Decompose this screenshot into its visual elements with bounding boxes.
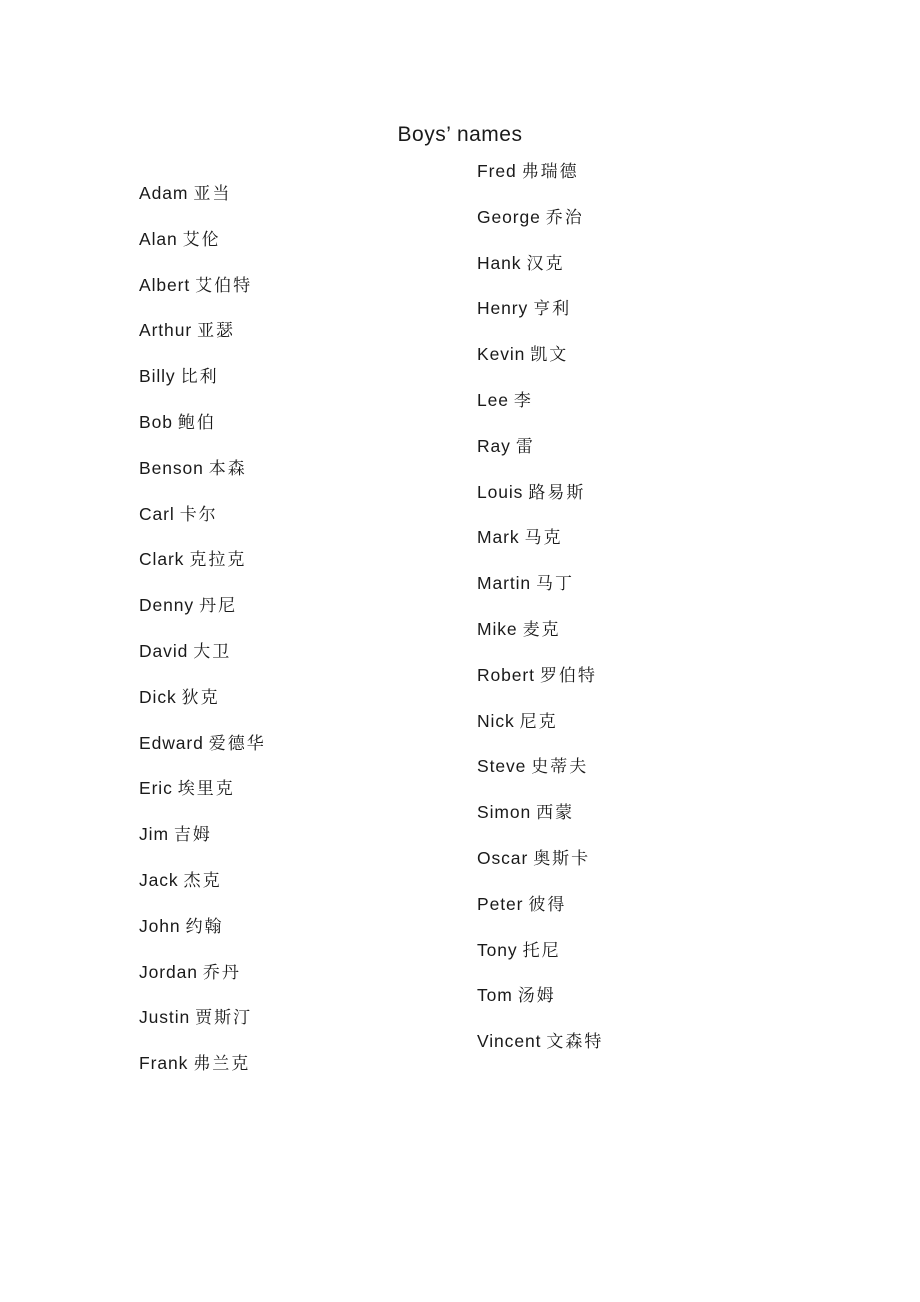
name-entry (139, 868, 266, 914)
chinese-name: 约翰 (185, 916, 224, 937)
english-name: Simon (477, 802, 532, 823)
chinese-name: 本森 (208, 458, 247, 479)
chinese-name: 尼克 (519, 711, 558, 732)
name-entry (477, 800, 603, 846)
name-entry (477, 205, 603, 251)
chinese-name: 乔治 (545, 207, 584, 228)
name-entry (477, 846, 603, 892)
english-name: George (477, 206, 541, 227)
english-name: Fred (477, 161, 517, 181)
name-entry (139, 822, 266, 868)
english-name: David (139, 640, 189, 661)
name-entry (477, 296, 603, 342)
chinese-name: 贾斯汀 (195, 1008, 253, 1029)
english-name: Tom (477, 985, 513, 1006)
chinese-name: 杰克 (183, 870, 222, 891)
english-name: Alan (139, 228, 178, 249)
name-entry (477, 434, 603, 480)
chinese-name: 爱德华 (208, 733, 266, 754)
name-entry (139, 1051, 266, 1097)
chinese-name: 汉克 (526, 253, 565, 274)
chinese-name: 亚瑟 (197, 321, 236, 342)
english-name: Oscar (477, 847, 529, 868)
chinese-name: 雷 (515, 436, 535, 457)
english-name: Bob (139, 411, 173, 432)
left-name-column (139, 181, 266, 1097)
name-entry (477, 938, 603, 984)
english-name: Jack (139, 869, 179, 890)
chinese-name: 克拉克 (189, 550, 247, 571)
name-entry (477, 754, 603, 800)
english-name: Kevin (477, 344, 526, 365)
name-entry (477, 983, 603, 1029)
english-name: Dick (139, 686, 177, 707)
english-name: Henry (477, 298, 529, 319)
name-entry (477, 342, 603, 388)
name-entry (139, 227, 266, 273)
name-entry (477, 892, 603, 938)
page-title: Boys’ names (397, 123, 523, 146)
english-name: Peter (477, 893, 524, 914)
chinese-name: 艾伦 (182, 229, 221, 250)
english-name: Adam (139, 183, 189, 203)
english-name: Clark (139, 549, 185, 570)
chinese-name: 马丁 (536, 574, 575, 595)
english-name: Louis (477, 481, 524, 502)
english-name: Lee (477, 389, 509, 410)
name-entry (139, 318, 266, 364)
chinese-name: 狄克 (181, 687, 220, 708)
chinese-name: 比利 (180, 367, 219, 388)
english-name: Carl (139, 503, 175, 524)
english-name: Albert (139, 274, 191, 295)
chinese-name: 卡尔 (179, 504, 218, 525)
english-name: Ray (477, 435, 511, 456)
name-entry (139, 547, 266, 593)
english-name: Mike (477, 618, 518, 639)
name-entry (139, 914, 266, 960)
english-name: Steve (477, 756, 527, 777)
chinese-name: 鲍伯 (177, 412, 216, 433)
chinese-name: 亨利 (533, 299, 572, 320)
english-name: Martin (477, 573, 532, 594)
name-entry (139, 502, 266, 548)
name-entry (477, 709, 603, 755)
chinese-name: 乔丹 (202, 962, 241, 983)
english-name: Denny (139, 595, 195, 616)
english-name: Mark (477, 527, 520, 548)
chinese-name: 麦克 (522, 619, 561, 640)
name-entry (477, 251, 603, 297)
english-name: Justin (139, 1007, 191, 1028)
chinese-name: 弗瑞德 (521, 162, 579, 182)
chinese-name: 吉姆 (173, 825, 212, 846)
name-entry (139, 410, 266, 456)
name-entry (477, 571, 603, 617)
english-name: Eric (139, 778, 173, 799)
chinese-name: 大卫 (193, 641, 232, 662)
chinese-name: 文森特 (546, 1032, 604, 1053)
english-name: Jim (139, 824, 169, 845)
name-entry (477, 480, 603, 526)
name-entry (139, 960, 266, 1006)
name-entry (477, 663, 603, 709)
right-name-column (477, 159, 603, 1075)
name-entry (477, 388, 603, 434)
name-entry (477, 525, 603, 571)
chinese-name: 史蒂夫 (531, 757, 589, 778)
chinese-name: 丹尼 (199, 596, 238, 617)
chinese-name: 马克 (524, 528, 563, 549)
chinese-name: 西蒙 (536, 803, 575, 824)
name-entry (139, 1005, 266, 1051)
name-entry (477, 1029, 603, 1075)
english-name: Benson (139, 457, 204, 478)
name-entry (139, 273, 266, 319)
chinese-name: 弗兰克 (193, 1054, 251, 1075)
name-entry (477, 159, 603, 205)
english-name: Robert (477, 664, 535, 685)
chinese-name: 亚当 (193, 184, 232, 204)
chinese-name: 埃里克 (177, 779, 235, 800)
chinese-name: 李 (513, 390, 533, 411)
english-name: Vincent (477, 1031, 542, 1052)
name-entry (139, 639, 266, 685)
english-name: Arthur (139, 320, 193, 341)
name-entry (139, 593, 266, 639)
chinese-name: 彼得 (528, 894, 567, 915)
chinese-name: 奥斯卡 (533, 848, 591, 869)
chinese-name: 艾伯特 (195, 275, 253, 296)
english-name: John (139, 915, 181, 936)
english-name: Hank (477, 252, 522, 273)
chinese-name: 罗伯特 (539, 665, 597, 686)
english-name: Edward (139, 732, 204, 753)
chinese-name: 汤姆 (517, 986, 556, 1007)
name-entry (139, 364, 266, 410)
english-name: Tony (477, 939, 518, 960)
name-entry (139, 181, 266, 227)
english-name: Billy (139, 366, 176, 387)
name-entry (477, 617, 603, 663)
chinese-name: 托尼 (522, 940, 561, 961)
chinese-name: 路易斯 (528, 482, 586, 503)
english-name: Jordan (139, 961, 198, 982)
chinese-name: 凯文 (530, 345, 569, 366)
name-entry (139, 776, 266, 822)
name-entry (139, 685, 266, 731)
english-name: Nick (477, 710, 515, 731)
name-entry (139, 456, 266, 502)
name-entry (139, 731, 266, 777)
english-name: Frank (139, 1053, 189, 1074)
